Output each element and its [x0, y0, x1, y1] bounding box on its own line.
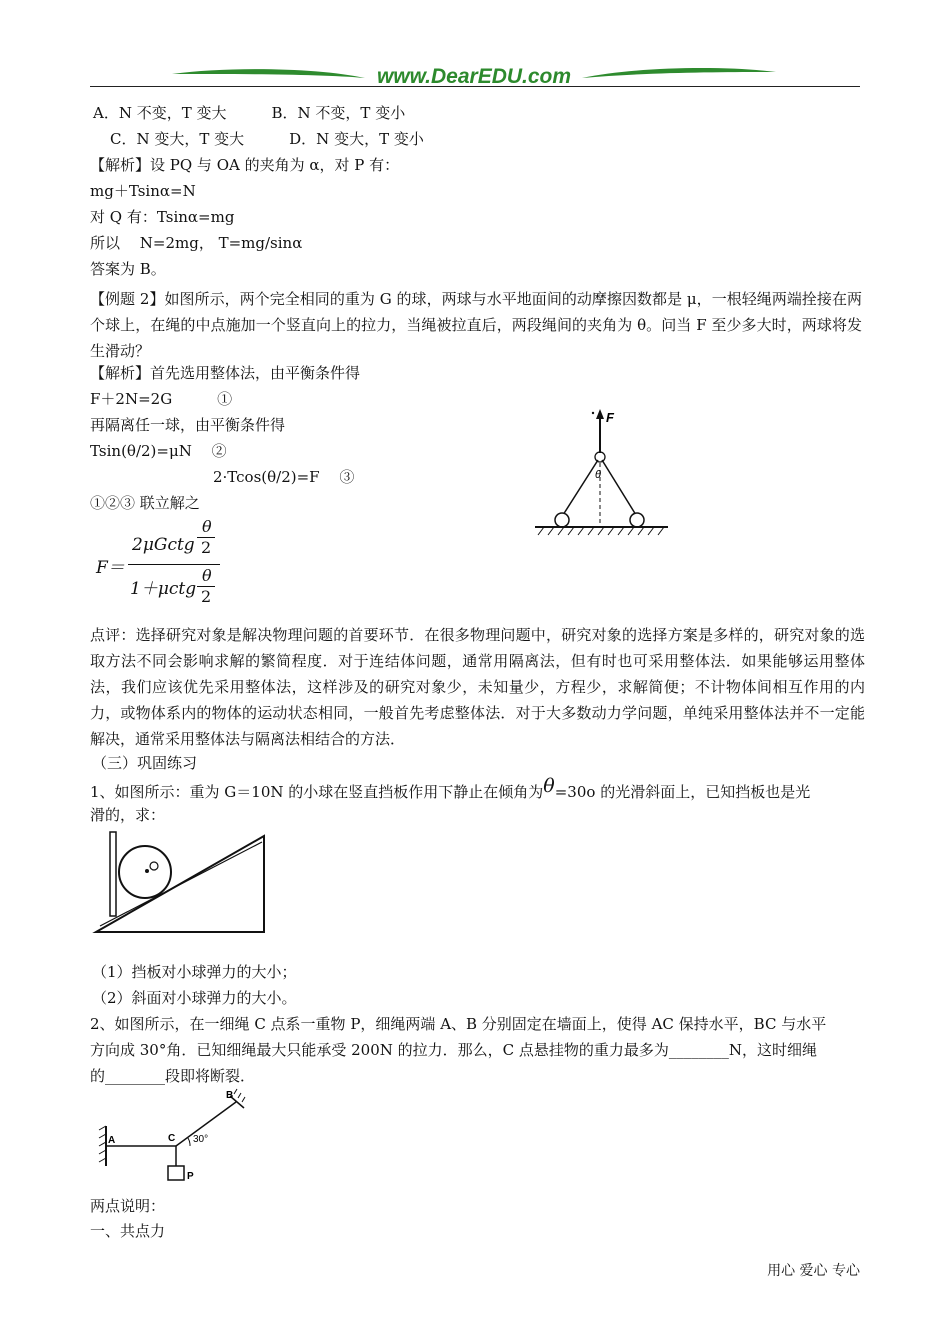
q2-line3: 的________段即将断裂． — [90, 1067, 256, 1085]
angle-arc — [188, 1138, 190, 1146]
force-dot — [592, 412, 594, 414]
analysis2-intro: 【解析】首先选用整体法，由平衡条件得 — [90, 364, 361, 382]
label-c: C — [168, 1133, 176, 1144]
label-p: P — [187, 1171, 194, 1182]
pulley-knot — [595, 452, 605, 462]
ball-left — [555, 513, 569, 527]
q1-theta: θ — [543, 775, 555, 797]
formula-main-bar — [128, 564, 220, 565]
q1-text-b: =30o 的光滑斜面上，已知挡板也是光 — [554, 783, 811, 801]
options-row-1: A．N 不变，T 变大 B．N 不变，T 变小 — [93, 104, 406, 122]
options-row-2: C．N 变大，T 变大 D．N 变大，T 变小 — [110, 130, 424, 148]
figure-ball-incline — [90, 828, 275, 940]
weight-p — [168, 1166, 184, 1180]
angle-label: θ — [595, 469, 601, 481]
formula-denominator: 1＋μctg — [130, 579, 197, 599]
q2-line1: 2、如图所示，在一细绳 C 点系一重物 P，细绳两端 A、B 分别固定在墙面上，使得 AC 保持水平，BC 与水平 — [90, 1015, 827, 1033]
analysis1-intro: 【解析】设 PQ 与 OA 的夹角为 α，对 P 有： — [90, 156, 400, 174]
formula-den-two: 2 — [201, 587, 212, 606]
ball-right — [630, 513, 644, 527]
example2-question: 【例题 2】如图所示，两个完全相同的重为 G 的球，两球与水平地面间的动摩擦因数都是 μ，一根轻绳两端拴接在两个球上，在绳的中点施加一个竖直向上的拉力，当绳被拉直后，两段绳间的夹角为 θ。问当 F 至少多大时，两球将发生滑动？ — [90, 290, 862, 360]
comment-paragraph: 点评：选择研究对象是解决物理问题的首要环节．在很多物理问题中，研究对象的选择方案是多样的，研究对象的选取方法不同会影响求解的繁简程度．对于连结体问题，通常用隔离法，但有时也可采用整体法．如果能够运用整体法，我们应该优先采用整体法，这样涉及的研究对象少，未知量少，方程少，求解简便；不计物体间相互作用的内力，或物体系内的物体的运动状态相同，一般首先考虑整体法．对于大多数动力学问题，单纯采用整体法并不一定能解决，通常采用整体法与隔离法相结合的方法． — [90, 626, 865, 748]
wall-a-hatch — [99, 1126, 106, 1162]
ground-hatch — [538, 527, 664, 535]
q2-line2: 方向成 30°角．已知细绳最大只能承受 200N 的拉力．那么，C 点悬挂物的重力最多为________N，这时细绳 — [90, 1041, 818, 1059]
figure-two-balls — [530, 405, 675, 540]
header-rule — [90, 86, 860, 87]
analysis2-eq1: F＋2N=2G ① — [90, 390, 233, 408]
q1-line2: 滑的，求： — [90, 806, 166, 824]
analysis1-answer: 答案为 B。 — [90, 260, 166, 278]
q1-text-a: 1、如图所示：重为 G＝10N 的小球在竖直挡板作用下静止在倾角为 — [90, 783, 544, 801]
label-b: B — [226, 1090, 234, 1101]
logo-swoosh-left — [172, 69, 365, 78]
figure-rope-weight — [96, 1086, 248, 1186]
logo-swoosh-right — [582, 68, 776, 78]
formula-den-theta: θ — [202, 566, 212, 585]
force-arrowhead — [596, 409, 604, 419]
q1-sub1: （1）挡板对小球弹力的大小； — [92, 963, 297, 981]
q1-line1 — [90, 775, 811, 801]
notes-title: 两点说明： — [90, 1197, 166, 1215]
analysis1-eq2: 对 Q 有：Tsinα=mg — [90, 208, 235, 226]
analysis2-eq3: 2·Tcos(θ/2)=F ③ — [213, 468, 355, 486]
analysis1-eq1: mg＋Tsinα=N — [90, 182, 196, 200]
footer-slogan: 用心 爱心 专心 — [767, 1263, 860, 1279]
ball-center — [145, 869, 149, 873]
analysis2-combine: ①②③ 联立解之 — [90, 494, 200, 512]
analysis1-eq3: 所以 N=2mg， T=mg/sinα — [90, 234, 303, 252]
rope-right — [602, 460, 636, 515]
ball — [119, 846, 171, 898]
vertical-board — [110, 832, 116, 916]
analysis2-eq2-text: 再隔离任一球，由平衡条件得 — [90, 416, 286, 434]
label-a: A — [108, 1135, 116, 1146]
formula-lhs: F＝ — [96, 558, 125, 578]
notes-item-1: 一、共点力 — [90, 1222, 166, 1240]
practice-heading: （三）巩固练习 — [92, 754, 198, 772]
rope-left — [563, 460, 598, 515]
angle-30: 30° — [193, 1134, 209, 1145]
formula-f — [92, 516, 242, 608]
q1-sub2: （2）斜面对小球弹力的大小。 — [92, 989, 297, 1007]
formula-num-two: 2 — [201, 538, 212, 557]
logo-text: www.DearEDU.com — [376, 65, 572, 88]
formula-numerator: 2μGctg — [132, 535, 195, 555]
force-label: F — [606, 410, 614, 425]
analysis2-eq2: Tsin(θ/2)=μN ② — [90, 442, 227, 460]
formula-num-theta: θ — [202, 517, 212, 536]
